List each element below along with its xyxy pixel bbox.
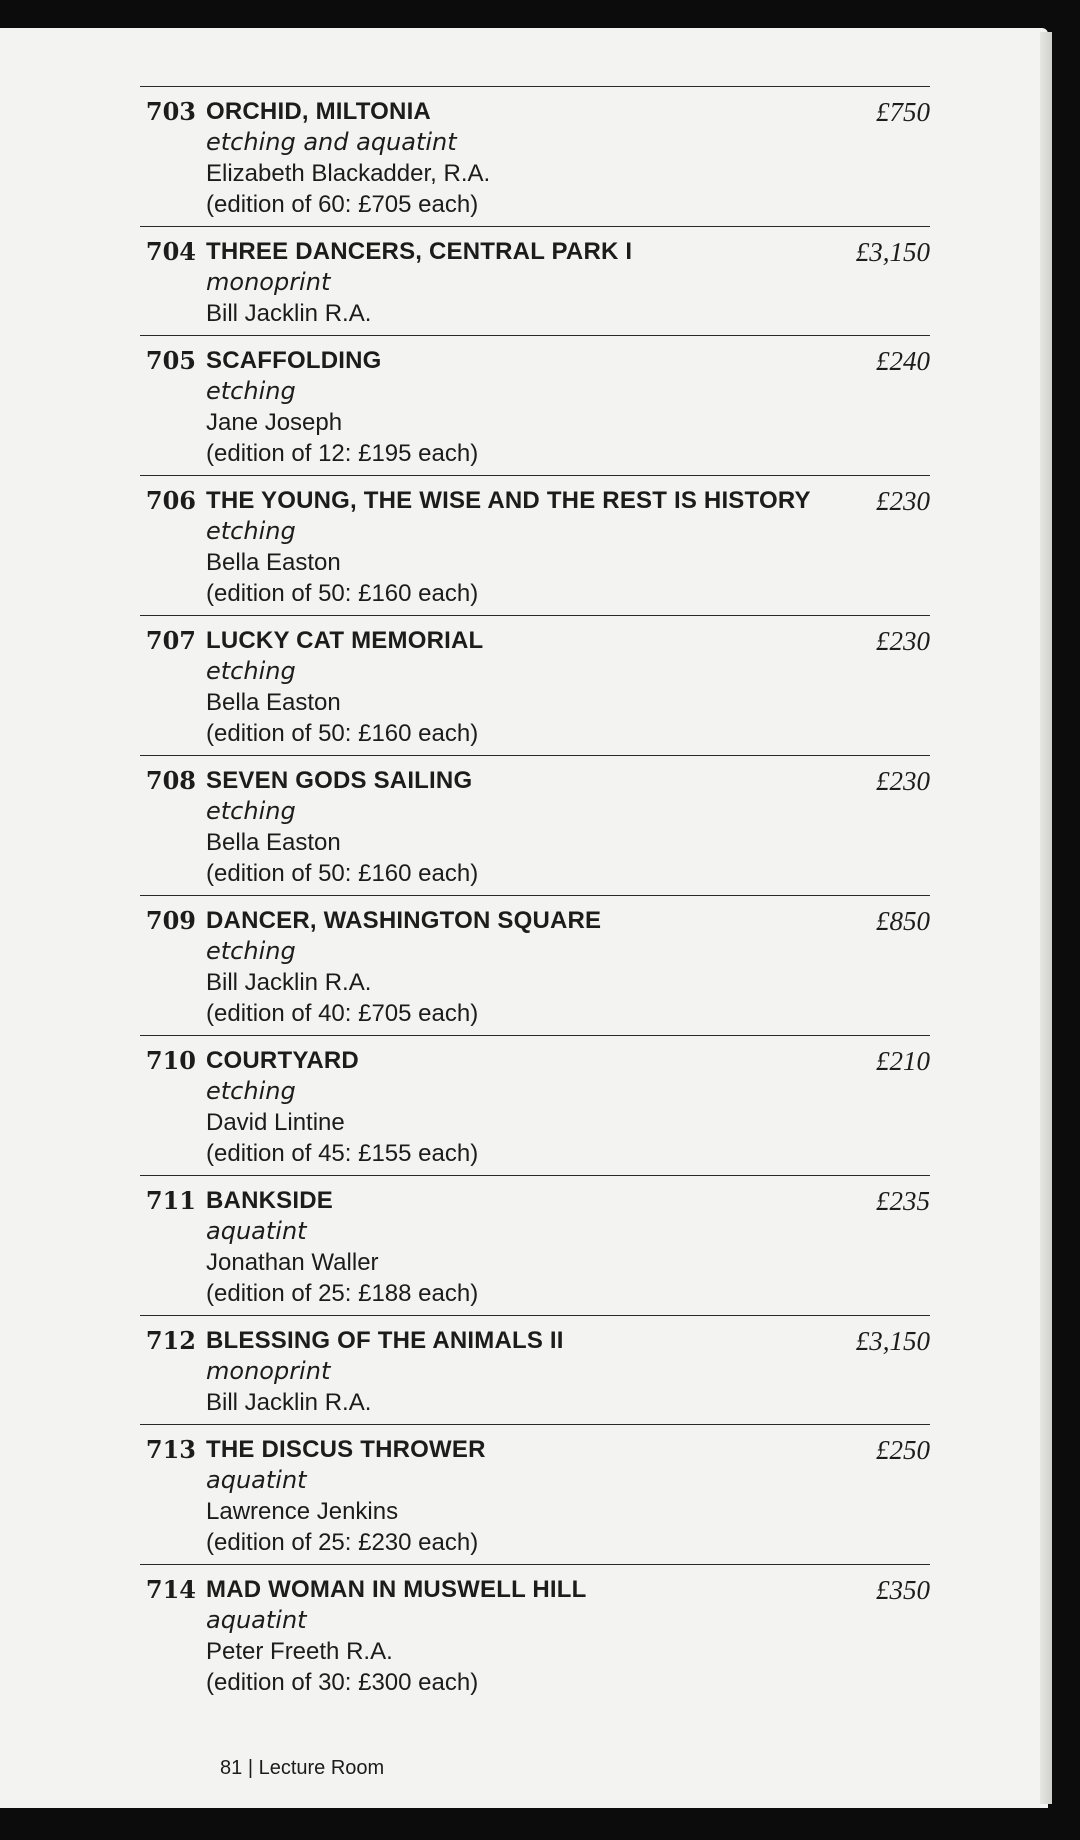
entry-price: £230	[876, 626, 930, 656]
entry-number: 706	[145, 486, 196, 515]
entry-number: 704	[145, 237, 196, 266]
catalogue-entry	[140, 1564, 930, 1704]
entry-edition: (edition of 60: £705 each)	[206, 191, 479, 218]
entry-medium: etching	[206, 937, 296, 965]
entry-medium: monoprint	[206, 1357, 331, 1385]
entry-artist: Bella Easton	[206, 829, 341, 856]
entry-title: SCAFFOLDING	[206, 347, 382, 374]
entry-medium: monoprint	[206, 268, 331, 296]
entry-artist: Bella Easton	[206, 689, 341, 716]
entry-price: £3,150	[855, 237, 930, 267]
entry-price: £235	[876, 1186, 930, 1216]
entry-price: £250	[876, 1435, 930, 1465]
entry-number: 707	[145, 626, 196, 655]
entry-title: ORCHID, MILTONIA	[206, 98, 431, 125]
entry-artist: Jane Joseph	[206, 409, 343, 436]
entry-price: £3,150	[855, 1326, 930, 1356]
entry-artist: Bella Easton	[206, 549, 341, 576]
entry-artist: Bill Jacklin R.A.	[206, 300, 372, 327]
entry-number: 709	[145, 906, 196, 935]
entry-number: 711	[145, 1186, 196, 1215]
catalogue-entry	[140, 1315, 930, 1424]
entry-title: THE DISCUS THROWER	[206, 1436, 486, 1463]
entry-edition: (edition of 50: £160 each)	[206, 580, 479, 607]
entry-artist: David Lintine	[206, 1109, 345, 1136]
catalogue-list	[140, 86, 930, 1704]
section-name: Lecture Room	[258, 1757, 385, 1779]
catalogue-entry	[140, 1424, 930, 1564]
entry-title: COURTYARD	[206, 1047, 359, 1074]
entry-title: THE YOUNG, THE WISE AND THE REST IS HISTORY	[206, 487, 811, 514]
entry-title: LUCKY CAT MEMORIAL	[206, 627, 484, 654]
catalogue-entry	[140, 86, 930, 226]
entry-artist: Bill Jacklin R.A.	[206, 1389, 372, 1416]
catalogue-entry	[140, 335, 930, 475]
entry-price: £230	[876, 486, 930, 516]
entry-medium: etching	[206, 1077, 296, 1105]
entry-edition: (edition of 50: £160 each)	[206, 860, 479, 887]
entry-artist: Lawrence Jenkins	[206, 1498, 399, 1525]
entry-medium: etching	[206, 517, 296, 545]
entry-edition: (edition of 30: £300 each)	[206, 1669, 479, 1696]
entry-medium: etching	[206, 657, 296, 685]
entry-number: 712	[145, 1326, 196, 1355]
entry-price: £850	[876, 906, 930, 936]
catalogue-entry	[140, 1175, 930, 1315]
catalogue-entry	[140, 226, 930, 335]
entry-artist: Jonathan Waller	[206, 1249, 379, 1276]
entry-artist: Elizabeth Blackadder, R.A.	[206, 160, 491, 187]
entry-number: 714	[145, 1575, 196, 1604]
entry-edition: (edition of 45: £155 each)	[206, 1140, 479, 1167]
entry-edition: (edition of 25: £230 each)	[206, 1529, 479, 1556]
footer-separator: |	[247, 1757, 254, 1779]
entry-edition: (edition of 25: £188 each)	[206, 1280, 479, 1307]
entry-medium: etching	[206, 797, 296, 825]
page-edge	[1040, 32, 1052, 1804]
entry-edition: (edition of 12: £195 each)	[206, 440, 479, 467]
entry-number: 705	[145, 346, 196, 375]
entry-artist: Peter Freeth R.A.	[206, 1638, 393, 1665]
entry-number: 713	[145, 1435, 196, 1464]
entry-artist: Bill Jacklin R.A.	[206, 969, 372, 996]
catalogue-entry	[140, 1035, 930, 1175]
page-footer	[220, 1756, 384, 1780]
entry-title: BANKSIDE	[206, 1187, 333, 1214]
entry-price: £230	[876, 766, 930, 796]
entry-medium: aquatint	[206, 1217, 307, 1245]
entry-price: £210	[876, 1046, 930, 1076]
entry-number: 708	[145, 766, 196, 795]
catalogue-entry	[140, 475, 930, 615]
entry-medium: etching and aquatint	[206, 128, 457, 156]
entry-edition: (edition of 40: £705 each)	[206, 1000, 479, 1027]
entry-number: 710	[145, 1046, 196, 1075]
entry-edition: (edition of 50: £160 each)	[206, 720, 479, 747]
entry-medium: aquatint	[206, 1606, 307, 1634]
page-number: 81	[220, 1757, 243, 1779]
entry-title: THREE DANCERS, CENTRAL PARK I	[206, 238, 633, 265]
entry-price: £350	[876, 1575, 930, 1605]
entry-medium: etching	[206, 377, 296, 405]
entry-title: BLESSING OF THE ANIMALS II	[206, 1327, 564, 1354]
entry-price: £750	[876, 97, 930, 127]
catalogue-entry	[140, 615, 930, 755]
entry-price: £240	[876, 346, 930, 376]
catalogue-entry	[140, 755, 930, 895]
entry-number: 703	[145, 97, 196, 126]
entry-title: DANCER, WASHINGTON SQUARE	[206, 907, 602, 934]
entry-title: SEVEN GODS SAILING	[206, 767, 473, 794]
entry-medium: aquatint	[206, 1466, 307, 1494]
entry-title: MAD WOMAN IN MUSWELL HILL	[206, 1576, 587, 1603]
catalogue-entry	[140, 895, 930, 1035]
